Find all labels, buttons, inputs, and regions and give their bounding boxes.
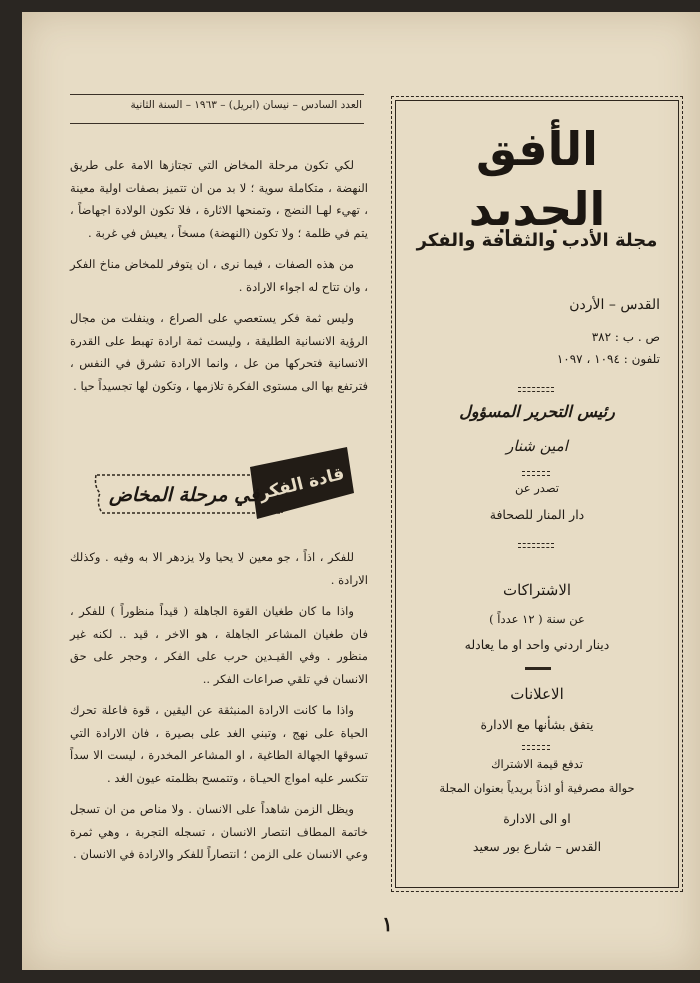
payment-intro: تدفع قيمة الاشتراك	[491, 757, 583, 771]
divider	[522, 471, 550, 476]
article-paragraph: من هذه الصفات ، فيما نرى ، ان يتوفر للمخاض مناخ الفكر ، وان تتاح له اجواء الارادة .	[70, 257, 368, 294]
editor-title: رئيس التحرير المسؤول	[459, 402, 615, 421]
magazine-page	[22, 12, 700, 970]
editor-name: امين شنار	[506, 437, 568, 455]
page-number: ١	[382, 912, 393, 936]
divider	[518, 387, 554, 392]
banner-graphic	[92, 447, 357, 537]
phone: تلفون : ١٠٩٤ ، ١٠٩٧	[556, 352, 660, 366]
publisher: دار المنار للصحافة	[489, 507, 585, 522]
banner-title-text: في مرحلة المخاض	[108, 484, 260, 506]
divider	[518, 543, 554, 548]
ads-heading: الاعلانات	[510, 685, 564, 703]
subscriptions-heading: الاشتراكات	[502, 581, 572, 599]
payment-method: حوالة مصرفية أو اذناً بريدياً بعنوان المجلة	[439, 781, 635, 795]
article-paragraph: لكي تكون مرحلة المخاض التي تجتازها الامة على طريق النهضة ، متكاملة سوية ؛ لا بد من ان تتميز بصفات اولية معينة ، تهيء لهـا النضج ، وتمنحها الاثارة ، فلا تكون الولادة اجهاضاً ، يتم في ظلمة ؛ ولا تكون (النهضة) مسخاً ، يعيش في غربة .	[70, 158, 368, 240]
article-paragraph: واذا ما كانت الارادة المنبثقة عن اليقين ، قوة فاعلة تحرك الحياة على نهج ، وتبني الغد على بصيرة ، فان الارادة التي تسوقها الجهالة الطاغية ، او المشاعر المخدرة ، ليست الا سداً تتكسر عليه امواج الحيـاة ، وتتمسح بظلمته عيون الغد .	[70, 703, 368, 785]
issue-header: العدد السادس – نيسان (ابريل) – ١٩٦٣ – السنة الثانية	[70, 94, 364, 124]
subscription-term: عن سنة ( ١٢ عدداً )	[489, 612, 585, 626]
article-paragraph: للفكر ، اذاً ، جو معين لا يحيا ولا يزدهر الا به وفيه . وكذلك الارادة .	[70, 550, 368, 587]
banner-tag-text: قادة الفكر	[257, 463, 347, 505]
divider	[525, 667, 551, 670]
article-banner	[92, 447, 357, 537]
or-admin: او الى الادارة	[503, 811, 571, 826]
article-paragraph: ويظل الزمن شاهداً على الانسان . ولا مناص من ان تسجل خاتمة المطاف انتصار الانسان ، تسجله التجربة ، وهي ثمرة وعي الانسان على الزمن ؛ انتصاراً للفكر والارادة في الانسان .	[70, 802, 368, 861]
city: القدس – الأردن	[569, 297, 660, 313]
ads-agreement: يتفق بشأنها مع الادارة	[480, 717, 594, 732]
article-paragraph: وليس ثمة فكر يستعصي على الصراع ، وينفلت من مجال الرؤية الانسانية الطليقة ، وليست ثمة ارادة تهبط على القدرة الانسانية فتحركها من عل ، وانما الارادة تشرق في النفس ، فترتفع بها الى مستوى الفكرة تلازمها ، وتكون لها تجسيداً حيا .	[70, 311, 368, 393]
subscription-price: دينار اردني واحد او ما يعادله	[464, 637, 610, 652]
article-bottom	[70, 546, 368, 875]
article-paragraph: واذا ما كان طغيان القوة الجاهلة ( قيداً منظوراً ) للفكر ، فان طغيان المشاعر الجاهلة ، هو الاخر ، قيد .. لكنه غير منظور . وفي القيـدين حرب على الفكر ، وحجر على حق الانسان في تلقي صراعات الفكر ..	[70, 604, 368, 686]
masthead-box	[391, 96, 683, 892]
address: القدس – شارع بور سعيد	[472, 839, 602, 854]
magazine-subtitle: مجلة الأدب والثقافة والفكر	[416, 230, 658, 251]
magazine-title: الأفق الجديد	[468, 122, 606, 236]
issued-by: تصدر عن	[514, 481, 560, 495]
po-box: ص . ب : ٣٨٢	[591, 330, 660, 344]
article-top	[70, 154, 368, 406]
divider	[522, 745, 550, 750]
